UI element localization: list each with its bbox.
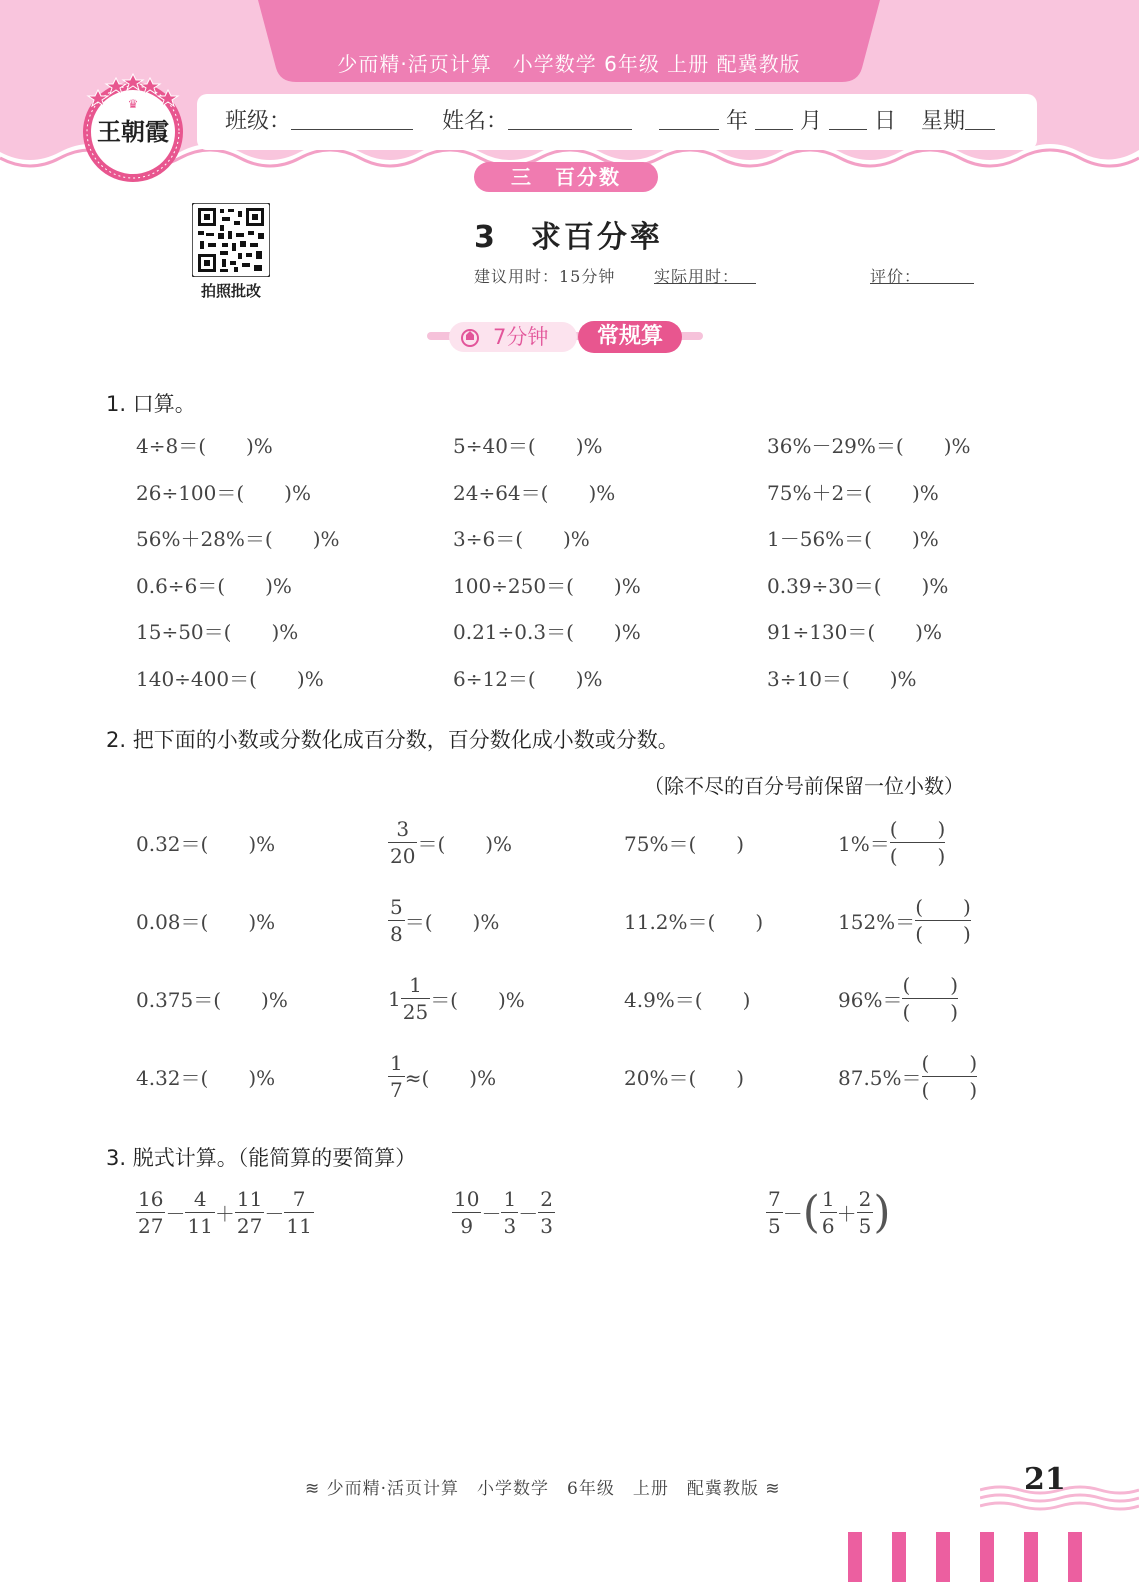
oral-problem[interactable]: 100÷250＝( )%: [453, 574, 641, 598]
class-input-line[interactable]: [291, 106, 413, 130]
oral-problem[interactable]: 140÷400＝( )%: [136, 667, 324, 691]
qr-code-icon[interactable]: [192, 203, 270, 277]
day-input-line[interactable]: [829, 106, 867, 130]
section2-heading: 2. 把下面的小数或分数化成百分数，百分数化成小数或分数。: [106, 728, 679, 752]
decorative-stripe: [892, 1532, 906, 1582]
time-badge: 7分钟: [449, 322, 577, 352]
year-input-line[interactable]: [659, 106, 719, 130]
convert-problem[interactable]: 11.2%＝( ): [624, 910, 764, 934]
name-input-line[interactable]: [508, 106, 632, 130]
page-number: 21: [1024, 1462, 1066, 1497]
book-title: 少而精·活页计算 小学数学 6年级 上册 配冀教版: [337, 52, 801, 76]
section1-grid: [136, 434, 1036, 714]
oral-problem[interactable]: 6÷12＝( )%: [453, 667, 603, 691]
convert-problem[interactable]: $\frac{5}{8}$ ＝( )%: [390, 895, 500, 946]
calc-expression-3[interactable]: $\frac{7}{5}$ － ( $\frac{1}{6}$ ＋ $\frac{2}{5}$ ): [768, 1186, 891, 1238]
oral-problem[interactable]: 91÷130＝( )%: [767, 620, 942, 644]
oral-problem[interactable]: 75%＋2＝( )%: [767, 481, 939, 505]
month-input-line[interactable]: [755, 106, 793, 130]
class-field[interactable]: 班级：: [225, 106, 413, 137]
convert-problem[interactable]: $\frac{3}{20}$ ＝( )%: [390, 817, 513, 868]
oral-problem[interactable]: 56%＋28%＝( )%: [136, 527, 340, 551]
footer-book-title: ≋ 少而精·活页计算 小学数学 6年级 上册 配冀教版 ≋: [305, 1479, 781, 1499]
convert-problem[interactable]: 96%＝ $\frac{( )}{( )}$: [838, 973, 959, 1024]
oral-problem[interactable]: 5÷40＝( )%: [453, 434, 603, 458]
decorative-stripe: [980, 1532, 994, 1582]
logo-text: 王朝霞: [97, 117, 169, 146]
convert-problem[interactable]: 87.5%＝ $\frac{( )}{( )}$: [838, 1051, 978, 1102]
calc-expression-2[interactable]: $\frac{10}{9}$ － $\frac{1}{3}$ － $\frac{2}{3}$: [454, 1187, 553, 1238]
convert-problem[interactable]: 4.32＝( )%: [136, 1066, 276, 1090]
weekday-input-line[interactable]: [965, 106, 995, 130]
convert-problem[interactable]: 0.375＝( )%: [136, 988, 288, 1012]
section3-heading: 3. 脱式计算。（能简算的要简算）: [106, 1146, 417, 1170]
name-field[interactable]: 姓名：: [442, 106, 632, 137]
section1-heading: 1. 口算。: [106, 392, 196, 416]
decorative-stripe: [848, 1532, 862, 1582]
decorative-stripe: [1024, 1532, 1038, 1582]
date-field[interactable]: 年 月 日 星期: [659, 106, 995, 137]
clock-icon: [459, 326, 481, 348]
convert-problem[interactable]: 0.08＝( )%: [136, 910, 276, 934]
convert-problem[interactable]: 75%＝( ): [624, 832, 745, 856]
convert-problem[interactable]: 1 $\frac{1}{25}$ ＝( )%: [388, 973, 525, 1024]
convert-problem[interactable]: $\frac{1}{7}$ ≈( )%: [390, 1051, 497, 1102]
oral-problem[interactable]: 26÷100＝( )%: [136, 481, 311, 505]
brand-logo: [78, 68, 188, 186]
oral-problem[interactable]: 1－56%＝( )%: [767, 527, 939, 551]
oral-problem[interactable]: 3÷6＝( )%: [453, 527, 590, 551]
qr-label: 拍照批改: [200, 282, 261, 300]
oral-problem[interactable]: 15÷50＝( )%: [136, 620, 299, 644]
oral-problem[interactable]: 0.6÷6＝( )%: [136, 574, 292, 598]
lesson-title: 3 求百分率: [474, 220, 663, 255]
oral-problem[interactable]: 36%－29%＝( )%: [767, 434, 971, 458]
decorative-stripe: [1068, 1532, 1082, 1582]
oral-problem[interactable]: 3÷10＝( )%: [767, 667, 917, 691]
convert-problem[interactable]: 20%＝( ): [624, 1066, 745, 1090]
calc-expression-1[interactable]: $\frac{16}{27}$ － $\frac{4}{11}$ ＋ $\frac{11}{27}$ － $\frac{7}{11}$: [138, 1187, 312, 1238]
chapter-label: 三 百分数: [474, 162, 658, 192]
convert-problem[interactable]: 152%＝ $\frac{( )}{( )}$: [838, 895, 971, 946]
convert-problem[interactable]: 1%＝ $\frac{( )}{( )}$: [838, 817, 946, 868]
suggested-time: 建议用时：15分钟: [474, 267, 616, 286]
oral-problem[interactable]: 0.39÷30＝( )%: [767, 574, 949, 598]
svg-text:♛: ♛: [127, 97, 139, 111]
student-info-bar: [197, 94, 1037, 150]
convert-problem[interactable]: 4.9%＝( ): [624, 988, 751, 1012]
practice-type-badge: 常规算: [578, 321, 682, 353]
section2-note: （除不尽的百分号前保留一位小数）: [644, 774, 964, 798]
oral-problem[interactable]: 24÷64＝( )%: [453, 481, 616, 505]
time-info: 建议用时：15分钟 实际用时： 评价：: [474, 264, 1034, 290]
oral-problem[interactable]: 0.21÷0.3＝( )%: [453, 620, 641, 644]
convert-problem[interactable]: 0.32＝( )%: [136, 832, 276, 856]
decorative-stripe: [936, 1532, 950, 1582]
oral-problem[interactable]: 4÷8＝( )%: [136, 434, 273, 458]
